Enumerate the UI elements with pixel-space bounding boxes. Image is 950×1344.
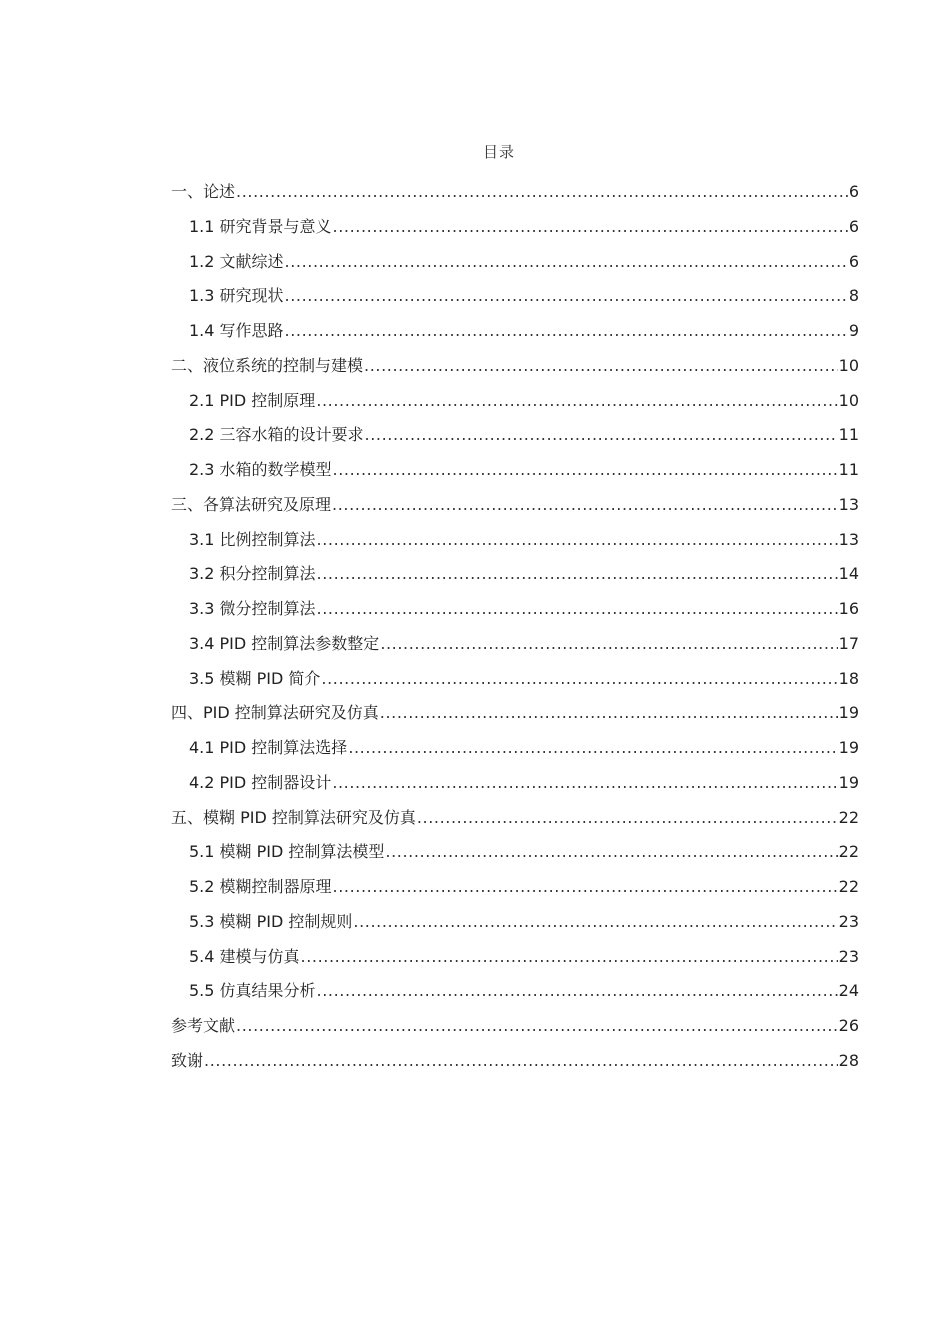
- toc-entry-text: 致谢: [171, 1050, 204, 1070]
- toc-entry[interactable]: [171, 977, 859, 1012]
- toc-dot-leader: [316, 387, 837, 415]
- toc-entry[interactable]: [171, 456, 859, 491]
- toc-page-number: 23: [838, 911, 859, 931]
- toc-entry[interactable]: [171, 734, 859, 769]
- toc-dot-leader: [380, 630, 837, 658]
- toc-dot-leader: [348, 734, 837, 762]
- toc-entry[interactable]: [171, 1047, 859, 1082]
- toc-entry[interactable]: [171, 908, 859, 943]
- toc-dot-leader: [333, 213, 848, 241]
- toc-entry-text: 参考文献: [171, 1016, 236, 1035]
- toc-entry[interactable]: [171, 317, 859, 352]
- table-of-contents: [171, 178, 859, 1082]
- toc-dot-leader: [385, 838, 837, 866]
- toc-entry[interactable]: [171, 282, 859, 317]
- toc-entry[interactable]: [171, 352, 859, 387]
- toc-entry-text: 3.4 PID 控制算法参数整定: [189, 633, 380, 653]
- toc-entry-text: 2.1 PID 控制原理: [189, 390, 316, 410]
- toc-dot-leader: [332, 769, 837, 797]
- toc-entry[interactable]: [171, 421, 859, 456]
- toc-entry-text: 5.2 模糊控制器原理: [189, 877, 332, 896]
- toc-entry-text: 一、论述: [171, 182, 236, 201]
- toc-page-number: 6: [848, 216, 859, 236]
- toc-entry[interactable]: [171, 804, 859, 839]
- toc-page-number: 10: [838, 390, 859, 410]
- toc-page-number: 10: [838, 355, 859, 375]
- toc-entry-text: 3.2 积分控制算法: [189, 564, 316, 584]
- toc-page-number: 18: [838, 668, 859, 688]
- toc-entry-text: 五、模糊 PID 控制算法研究及仿真: [171, 807, 416, 827]
- toc-entry[interactable]: [171, 630, 859, 665]
- toc-entry-text: 4.1 PID 控制算法选择: [189, 738, 348, 757]
- toc-entry-text: 2.3 水箱的数学模型: [189, 460, 332, 479]
- toc-page-number: 19: [838, 703, 859, 723]
- toc-entry-text: 5.1 模糊 PID 控制算法模型: [189, 842, 385, 862]
- toc-page-number: 13: [838, 494, 859, 514]
- toc-dot-leader: [317, 977, 838, 1005]
- toc-dot-leader: [365, 421, 838, 449]
- toc-dot-leader: [236, 178, 848, 206]
- toc-page-number: 23: [838, 946, 859, 966]
- toc-entry[interactable]: [171, 665, 859, 700]
- toc-entry-text: 4.2 PID 控制器设计: [189, 772, 332, 792]
- toc-dot-leader: [364, 352, 838, 380]
- toc-entry-text: 2.2 三容水箱的设计要求: [189, 425, 364, 445]
- toc-entry-text: 1.3 研究现状: [189, 286, 284, 306]
- toc-dot-leader: [236, 1012, 838, 1040]
- toc-dot-leader: [285, 317, 848, 345]
- toc-entry-text: 四、PID 控制算法研究及仿真: [171, 703, 379, 723]
- toc-page-number: 22: [838, 877, 859, 896]
- toc-entry-text: 3.3 微分控制算法: [189, 599, 316, 618]
- toc-page-number: 8: [848, 286, 859, 306]
- toc-entry[interactable]: [171, 595, 859, 630]
- toc-page-number: 28: [838, 1050, 859, 1070]
- toc-dot-leader: [317, 595, 838, 623]
- toc-dot-leader: [285, 248, 848, 276]
- toc-dot-leader: [317, 526, 838, 554]
- toc-entry[interactable]: [171, 769, 859, 804]
- toc-dot-leader: [353, 908, 837, 936]
- toc-entry-text: 1.4 写作思路: [189, 321, 284, 340]
- toc-entry[interactable]: [171, 873, 859, 908]
- toc-entry-text: 3.1 比例控制算法: [189, 529, 316, 549]
- toc-entry-text: 3.5 模糊 PID 简介: [189, 668, 321, 688]
- toc-entry[interactable]: [171, 943, 859, 978]
- toc-entry[interactable]: [171, 526, 859, 561]
- toc-page-number: 26: [838, 1016, 859, 1035]
- toc-dot-leader: [380, 699, 838, 727]
- toc-page-number: 9: [848, 321, 859, 340]
- toc-page-number: 14: [838, 564, 859, 584]
- toc-page-number: 13: [838, 529, 859, 549]
- toc-entry[interactable]: [171, 248, 859, 283]
- toc-dot-leader: [317, 560, 838, 588]
- toc-title: 目录: [482, 143, 515, 161]
- toc-page-number: 11: [838, 425, 859, 445]
- toc-page-number: 19: [838, 738, 859, 757]
- toc-entry-text: 5.3 模糊 PID 控制规则: [189, 911, 353, 931]
- toc-entry[interactable]: [171, 213, 859, 248]
- toc-dot-leader: [333, 873, 838, 901]
- toc-entry-text: 二、液位系统的控制与建模: [171, 355, 364, 375]
- toc-page-number: 6: [848, 182, 859, 201]
- toc-page-number: 6: [848, 251, 859, 271]
- toc-dot-leader: [285, 282, 848, 310]
- toc-page-number: 22: [838, 842, 859, 862]
- toc-dot-leader: [333, 456, 838, 484]
- toc-entry-text: 5.5 仿真结果分析: [189, 981, 316, 1001]
- toc-entry-text: 1.2 文献综述: [189, 251, 284, 271]
- toc-dot-leader: [321, 665, 837, 693]
- toc-entry-text: 三、各算法研究及原理: [171, 494, 332, 514]
- toc-page-number: 19: [838, 772, 859, 792]
- toc-page-number: 17: [838, 633, 859, 653]
- toc-entry[interactable]: [171, 699, 859, 734]
- toc-dot-leader: [417, 804, 838, 832]
- toc-entry[interactable]: [171, 838, 859, 873]
- toc-dot-leader: [332, 491, 838, 519]
- toc-entry[interactable]: [171, 387, 859, 422]
- toc-entry[interactable]: [171, 1012, 859, 1047]
- toc-page-number: 22: [838, 807, 859, 827]
- toc-dot-leader: [301, 943, 838, 971]
- toc-page-number: 24: [838, 981, 859, 1001]
- toc-dot-leader: [204, 1047, 838, 1075]
- toc-entry-text: 5.4 建模与仿真: [189, 946, 300, 966]
- toc-entry-text: 1.1 研究背景与意义: [189, 216, 332, 236]
- toc-page-number: 16: [838, 599, 859, 618]
- toc-entry[interactable]: [171, 491, 859, 526]
- toc-entry[interactable]: [171, 178, 859, 213]
- toc-entry[interactable]: [171, 560, 859, 595]
- toc-page-number: 11: [838, 460, 859, 479]
